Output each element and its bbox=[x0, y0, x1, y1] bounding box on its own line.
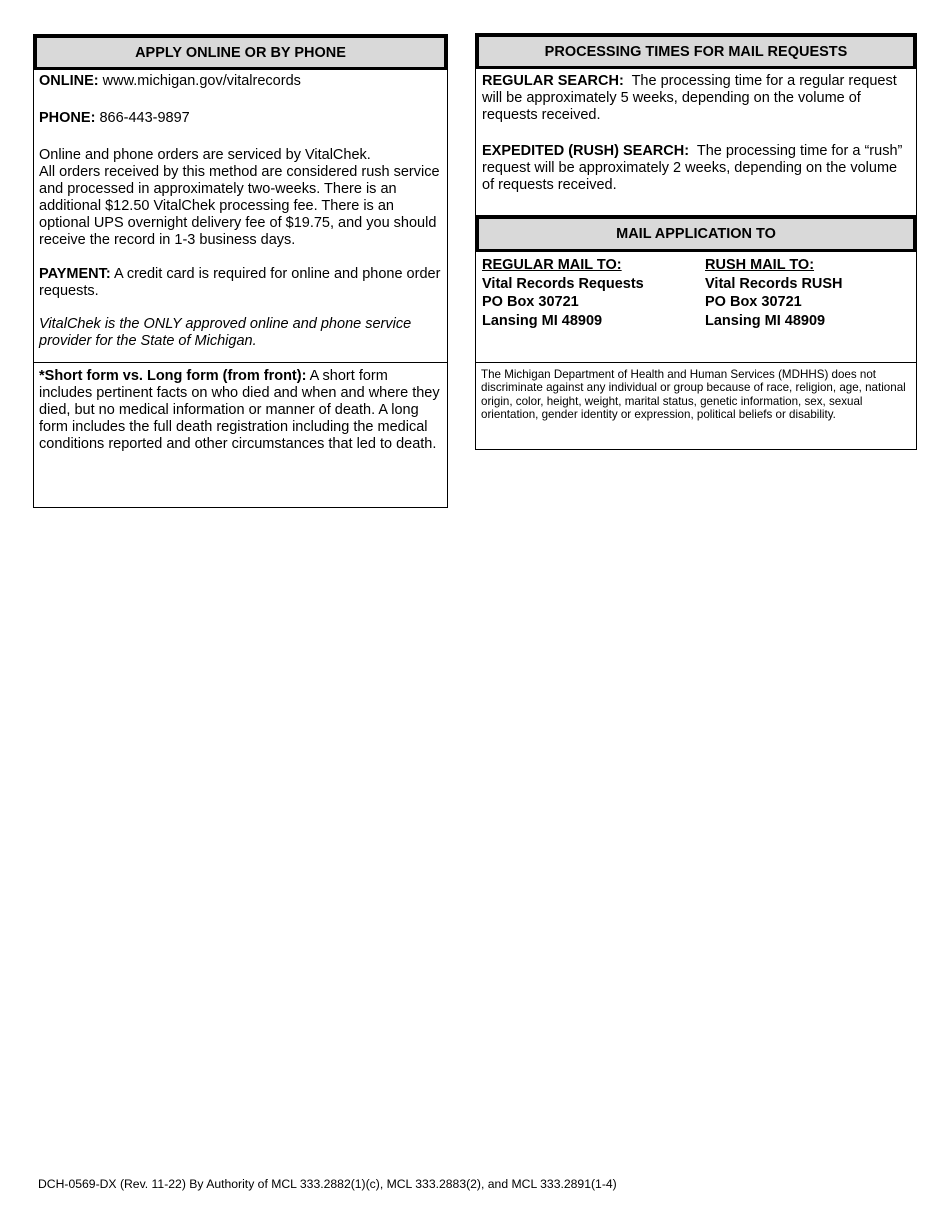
nondiscrimination-section bbox=[475, 362, 917, 450]
online-url[interactable]: www.michigan.gov/vitalrecords bbox=[102, 73, 301, 89]
shortform-text: A short form includes pertinent facts on who died and when and where they died, but no medical information or manner of death. A long form includes the full death registration including the medical conditions reported and other circumstances that led to death. bbox=[39, 368, 440, 452]
phone-line bbox=[39, 110, 442, 127]
online-label: ONLINE: bbox=[39, 73, 99, 89]
mail-section bbox=[475, 215, 917, 363]
regular-mail-line3: Lansing MI 48909 bbox=[482, 312, 603, 329]
regular-mail-line2: PO Box 30721 bbox=[482, 294, 579, 310]
rush-mail-line2: PO Box 30721 bbox=[705, 294, 802, 310]
nondiscrimination-text: The Michigan Department of Health and Human Services (MDHHS) does not discriminate against any individual or group because of race, religion, age, national origin, color, height, weight, marital status, genetic information, sex, sexual orientation, gender identity or expression, political beliefs or disability. bbox=[481, 368, 906, 422]
services-line1: Online and phone orders are serviced by VitalChek. bbox=[39, 147, 371, 163]
rush-mail-title: RUSH MAIL TO: bbox=[705, 257, 815, 273]
rush-mail-line1: Vital Records RUSH bbox=[705, 275, 843, 292]
rush-search-label: EXPEDITED (RUSH) SEARCH: bbox=[482, 143, 690, 159]
shortform-section bbox=[33, 362, 448, 508]
regular-mail-address bbox=[482, 256, 697, 330]
vitalchek-note: VitalChek is the ONLY approved online and phone service provider for the State of Michigan. bbox=[39, 316, 412, 349]
shortform-label: *Short form vs. Long form (from front): bbox=[39, 368, 307, 384]
rush-search bbox=[482, 143, 910, 194]
regular-search-label: REGULAR SEARCH: bbox=[482, 73, 624, 89]
services-text: All orders received by this method are considered rush service and processed in approximately two-weeks. There is an additional $12.50 VitalChek processing fee. There is an optional UPS overnight delivery fee of $19.75, and you should receive the record in 1-3 business days. bbox=[39, 164, 440, 248]
payment-text: A credit card is required for online and phone order requests. bbox=[39, 266, 441, 299]
rush-mail-line3: Lansing MI 48909 bbox=[705, 312, 826, 329]
form-footer: DCH-0569-DX (Rev. 11-22) By Authority of MCL 333.2882(1)(c), MCL 333.2883(2), and MCL 333.2891(1-4) bbox=[38, 1177, 617, 1191]
phone-number: 866-443-9897 bbox=[99, 110, 190, 126]
processing-header: PROCESSING TIMES FOR MAIL REQUESTS bbox=[476, 34, 916, 69]
regular-search bbox=[482, 73, 910, 124]
regular-mail-line1: Vital Records Requests bbox=[482, 275, 644, 292]
phone-label: PHONE: bbox=[39, 110, 96, 126]
shortform-paragraph bbox=[39, 368, 442, 453]
regular-search-text: The processing time for a regular request will be approximately 5 weeks, depending on the volume of requests received. bbox=[482, 73, 897, 123]
payment-line bbox=[39, 266, 442, 300]
online-line bbox=[39, 73, 442, 90]
processing-section bbox=[475, 33, 917, 217]
apply-header: APPLY ONLINE OR BY PHONE bbox=[34, 35, 447, 70]
rush-mail-address bbox=[705, 256, 910, 330]
apply-section bbox=[33, 34, 448, 363]
payment-label: PAYMENT: bbox=[39, 266, 111, 282]
mail-header: MAIL APPLICATION TO bbox=[476, 216, 916, 252]
rush-search-text: The processing time for a “rush” request will be approximately 2 weeks, depending on the volume of requests received. bbox=[482, 143, 903, 193]
regular-mail-title: REGULAR MAIL TO: bbox=[482, 257, 622, 273]
